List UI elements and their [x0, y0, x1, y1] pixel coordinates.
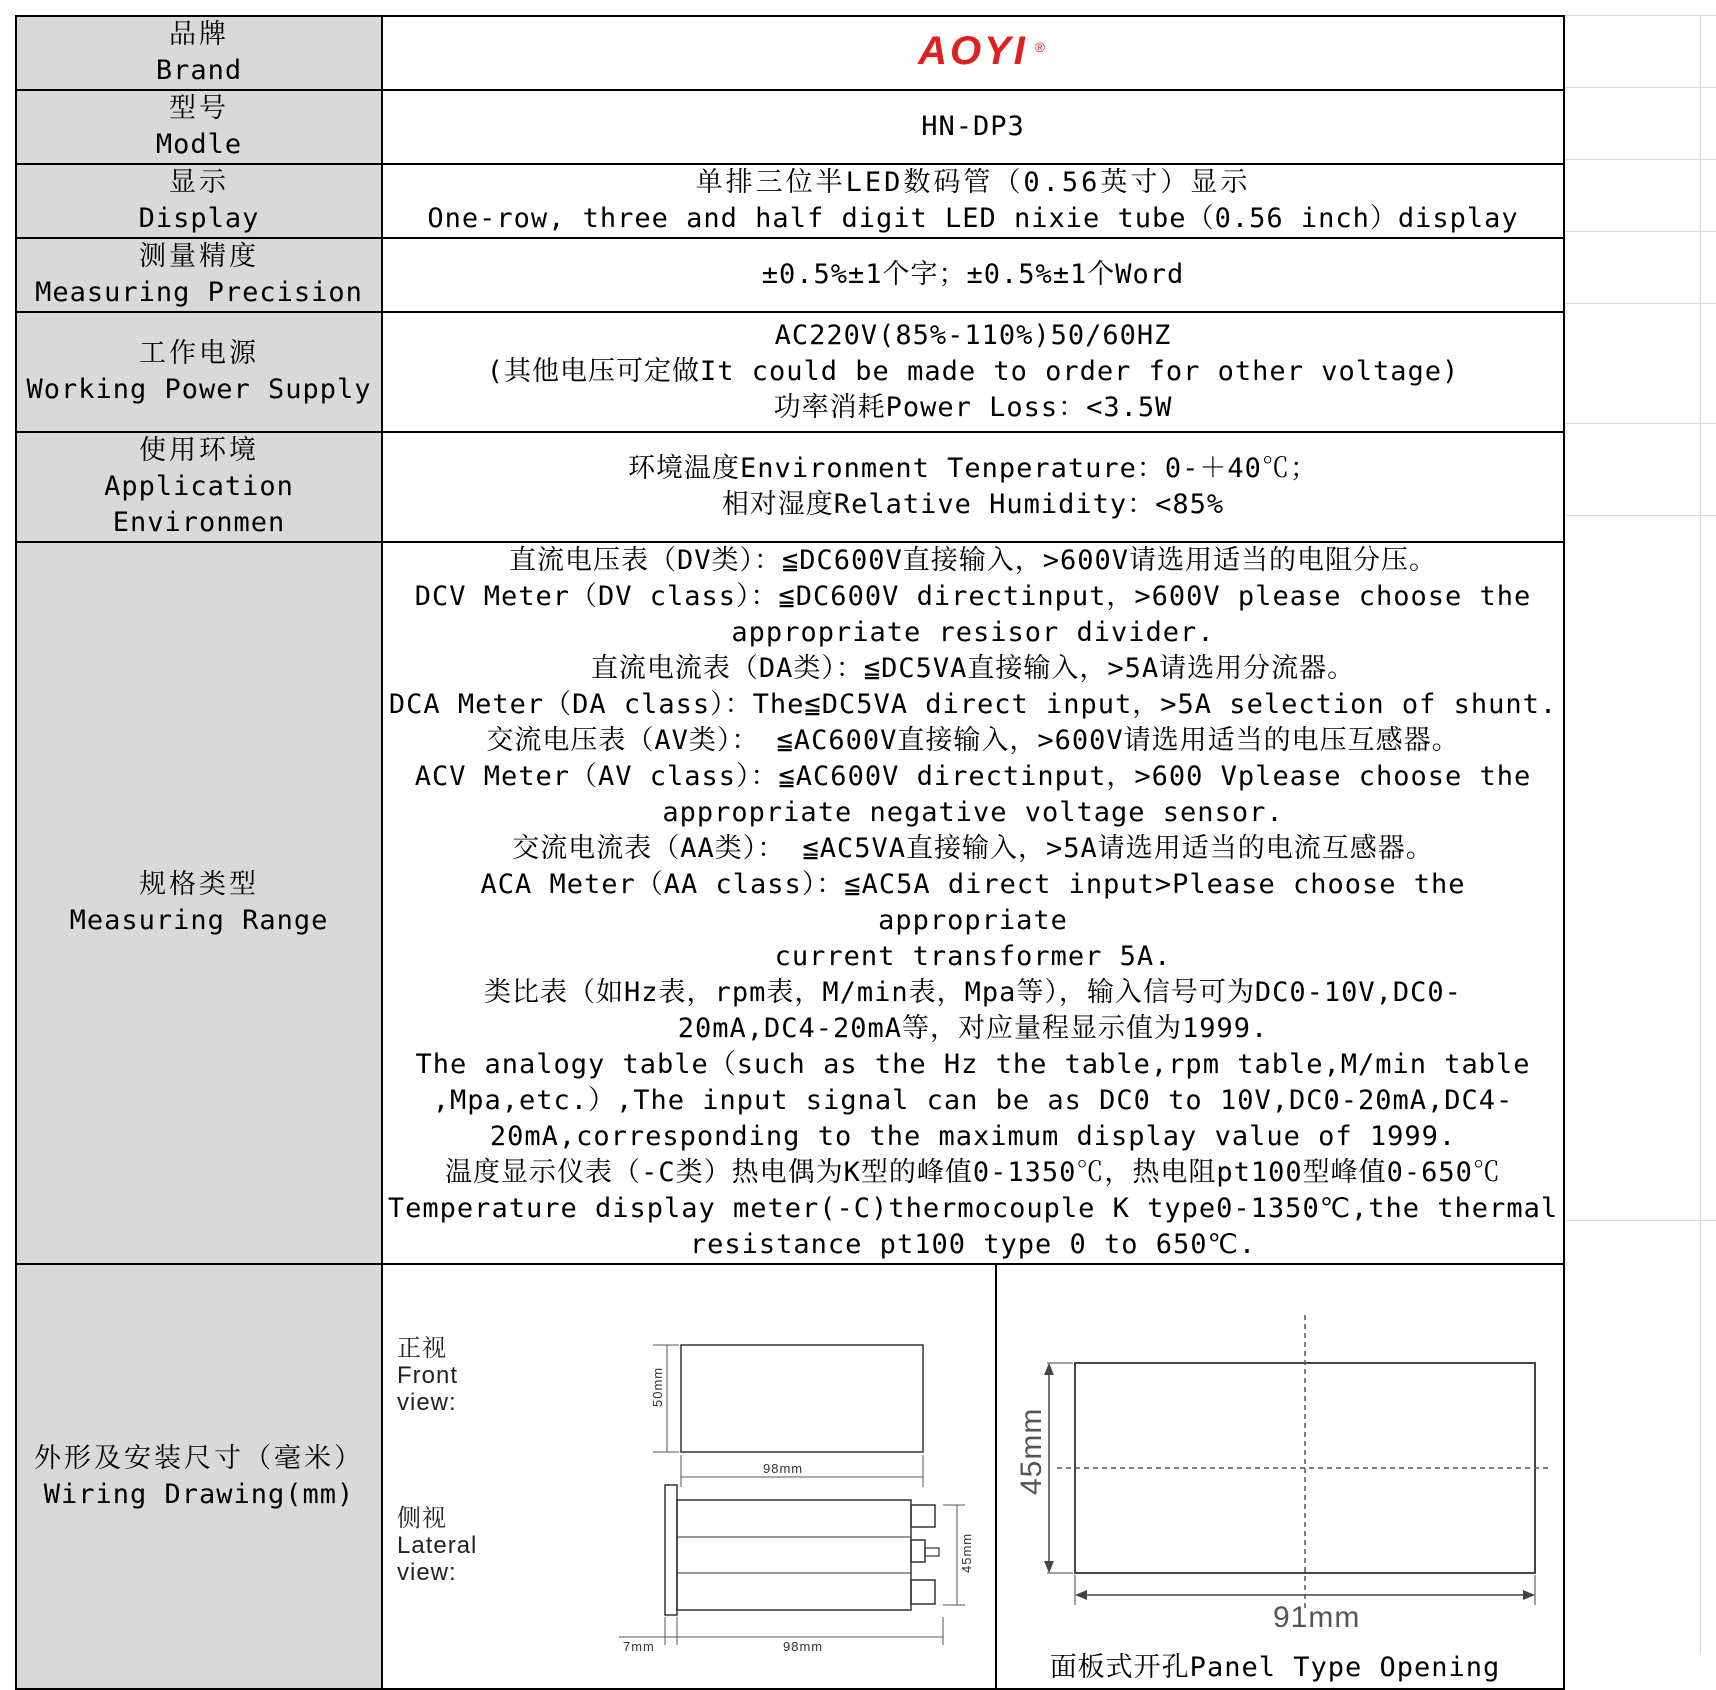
front-lateral-svg	[383, 1265, 995, 1688]
range-line: current transformer 5A.	[774, 941, 1172, 972]
range-line: 直流电压表（DV类）：≦DC600V直接输入，>600V请选用适当的电阻分压。	[508, 545, 1438, 576]
front-view-en: view:	[397, 1389, 457, 1416]
range-line: DCA Meter（DA class）：The≦DC5VA direct input，>5A selection of shunt.	[388, 689, 1558, 720]
arrow-down-icon	[1044, 1561, 1054, 1573]
range-line: 20mA,DC4-20mA等，对应量程显示值为1999.	[677, 1013, 1269, 1044]
range-line: 直流电流表（DA类）：≦DC5VA直接输入，>5A请选用分流器。	[590, 653, 1356, 684]
lateral-width-dim: 98mm	[783, 1639, 824, 1654]
range-line: ,Mpa,etc.）,The input signal can be as DC0 to 10V,DC0-20mA,DC4-	[432, 1085, 1514, 1116]
lateral-view-zh: 侧视	[397, 1505, 447, 1532]
arrow-left-icon	[1075, 1590, 1087, 1600]
row-power	[16, 312, 1564, 432]
grid-line	[1561, 515, 1716, 516]
environment-label	[16, 432, 382, 542]
wiring-value	[382, 1264, 1564, 1689]
panel-opening-svg	[997, 1265, 1553, 1688]
front-view-zh: 正视	[397, 1335, 447, 1362]
lateral-height-dim: 45mm	[959, 1532, 974, 1573]
terminal-block	[911, 1505, 935, 1527]
range-line: The analogy table（such as the Hz the table,rpm table,M/min table	[415, 1049, 1531, 1080]
brand-label	[16, 16, 382, 90]
environment-label-zh: 使用环境	[139, 435, 259, 466]
front-width-dim: 98mm	[763, 1461, 804, 1476]
environment-label-en: Application Environmen	[104, 471, 312, 538]
grid-line	[1561, 15, 1716, 16]
lateral-depth-dim: 7mm	[623, 1639, 655, 1654]
row-environment	[16, 432, 1564, 542]
lateral-bezel	[665, 1485, 677, 1615]
range-line: 类比表（如Hz表，rpm表，M/min表，Mpa等），输入信号可为DC0-10V,DC0-	[484, 977, 1462, 1008]
range-line: ACV Meter（AV class）：≦AC600V directinput，>600 Vplease choose the	[414, 761, 1532, 792]
model-value	[382, 90, 1564, 164]
terminal-block	[911, 1580, 935, 1604]
front-view-body	[681, 1345, 923, 1452]
row-display	[16, 164, 1564, 238]
lateral-view-en: view:	[397, 1559, 457, 1586]
environment-value	[382, 432, 1564, 542]
range-line: 交流电压表（AV类）： ≦AC600V直接输入，>600V请选用适当的电压互感器。	[486, 725, 1460, 756]
panel-width-dim: 91mm	[1273, 1601, 1361, 1634]
terminal-block	[911, 1540, 925, 1562]
precision-text: ±0.5%±1个字；±0.5%±1个Word	[761, 259, 1185, 290]
row-precision	[16, 238, 1564, 312]
range-line: Temperature display meter(-C)thermocouple K type0-1350℃,the thermal	[387, 1193, 1559, 1224]
brand-value	[382, 16, 1564, 90]
environment-line: 环境温度Environment Tenperature：0-＋40℃；	[628, 453, 1318, 484]
display-label	[16, 164, 382, 238]
precision-value	[382, 238, 1564, 312]
power-line: AC220V(85%-110%)50/60HZ	[774, 320, 1172, 351]
registered-mark: ®	[1034, 38, 1048, 55]
lateral-body	[677, 1500, 911, 1610]
range-line: ACA Meter（AA class）：≦AC5A direct input>Please choose the appropriate	[480, 869, 1483, 936]
model-label-en: Modle	[155, 129, 243, 160]
grid-line	[1561, 303, 1716, 304]
range-line: 20mA,corresponding to the maximum display value of 1999.	[489, 1121, 1457, 1152]
row-range	[16, 542, 1564, 1264]
dimension-drawing	[383, 1265, 997, 1688]
display-value	[382, 164, 1564, 238]
panel-opening-caption: 面板式开孔Panel Type Opening	[1049, 1652, 1501, 1683]
brand-label-zh: 品牌	[169, 19, 229, 50]
power-line: 功率消耗Power Loss：<3.5W	[773, 392, 1173, 423]
brand-label-en: Brand	[155, 55, 243, 86]
grid-line	[1561, 231, 1716, 232]
power-value	[382, 312, 1564, 432]
precision-label	[16, 238, 382, 312]
model-label-zh: 型号	[169, 93, 229, 124]
aoyi-logo	[918, 28, 1048, 73]
power-line: (其他电压可定做It could be made to order for other voltage)	[486, 356, 1460, 387]
lateral-view-en: Lateral	[397, 1532, 478, 1559]
precision-label-zh: 测量精度	[139, 241, 259, 272]
range-line: appropriate negative voltage sensor.	[662, 797, 1284, 828]
panel-opening-drawing	[997, 1265, 1553, 1688]
display-label-en: Display	[138, 203, 260, 234]
range-label	[16, 542, 382, 1264]
front-height-dim: 50mm	[650, 1366, 665, 1407]
environment-line: 相对湿度Relative Humidity：<85%	[721, 489, 1225, 520]
grid-line	[1561, 87, 1716, 88]
range-value	[382, 542, 1564, 1264]
arrow-right-icon	[1523, 1590, 1535, 1600]
grid-line	[1561, 423, 1716, 424]
logo-text: AOYI	[918, 28, 1028, 73]
arrow-up-icon	[1044, 1363, 1054, 1375]
range-label-en: Measuring Range	[69, 905, 329, 936]
panel-height-dim: 45mm	[1015, 1407, 1048, 1495]
wiring-label-zh: 外形及安装尺寸（毫米）	[34, 1442, 364, 1474]
wiring-label	[16, 1264, 382, 1689]
display-value-en: One-row, three and half digit LED nixie tube（0.56 inch）display	[427, 203, 1519, 234]
grid-line	[1561, 1220, 1716, 1221]
front-view-en: Front	[397, 1362, 459, 1389]
display-label-zh: 显示	[169, 167, 229, 198]
power-label	[16, 312, 382, 432]
range-line: resistance pt100 type 0 to 650℃.	[689, 1229, 1257, 1260]
power-label-zh: 工作电源	[139, 338, 259, 369]
spec-table	[15, 15, 1565, 1690]
drawing-area	[383, 1265, 1563, 1688]
model-label	[16, 90, 382, 164]
precision-label-en: Measuring Precision	[35, 277, 363, 308]
terminal-pin	[925, 1548, 939, 1556]
range-label-zh: 规格类型	[139, 869, 259, 900]
range-line: appropriate resisor divider.	[731, 617, 1215, 648]
wiring-label-en: Wiring Drawing(mm)	[43, 1478, 355, 1510]
display-value-zh: 单排三位半LED数码管（0.56英寸）显示	[695, 167, 1251, 198]
range-line: DCV Meter（DV class）：≦DC600V directinput，>600V please choose the	[414, 581, 1532, 612]
range-line: 温度显示仪表（-C类）热电偶为K型的峰值0-1350℃，热电阻pt100型峰值0-650℃	[445, 1157, 1501, 1188]
row-model	[16, 90, 1564, 164]
range-line: 交流电流表（AA类）： ≦AC5VA直接输入，>5A请选用适当的电流互感器。	[512, 833, 1434, 864]
grid-line	[1561, 159, 1716, 160]
power-label-en: Working Power Supply	[26, 374, 372, 405]
row-wiring	[16, 1264, 1564, 1689]
row-brand	[16, 16, 1564, 90]
grid-line	[1700, 15, 1701, 1653]
model-number: HN-DP3	[921, 111, 1025, 142]
